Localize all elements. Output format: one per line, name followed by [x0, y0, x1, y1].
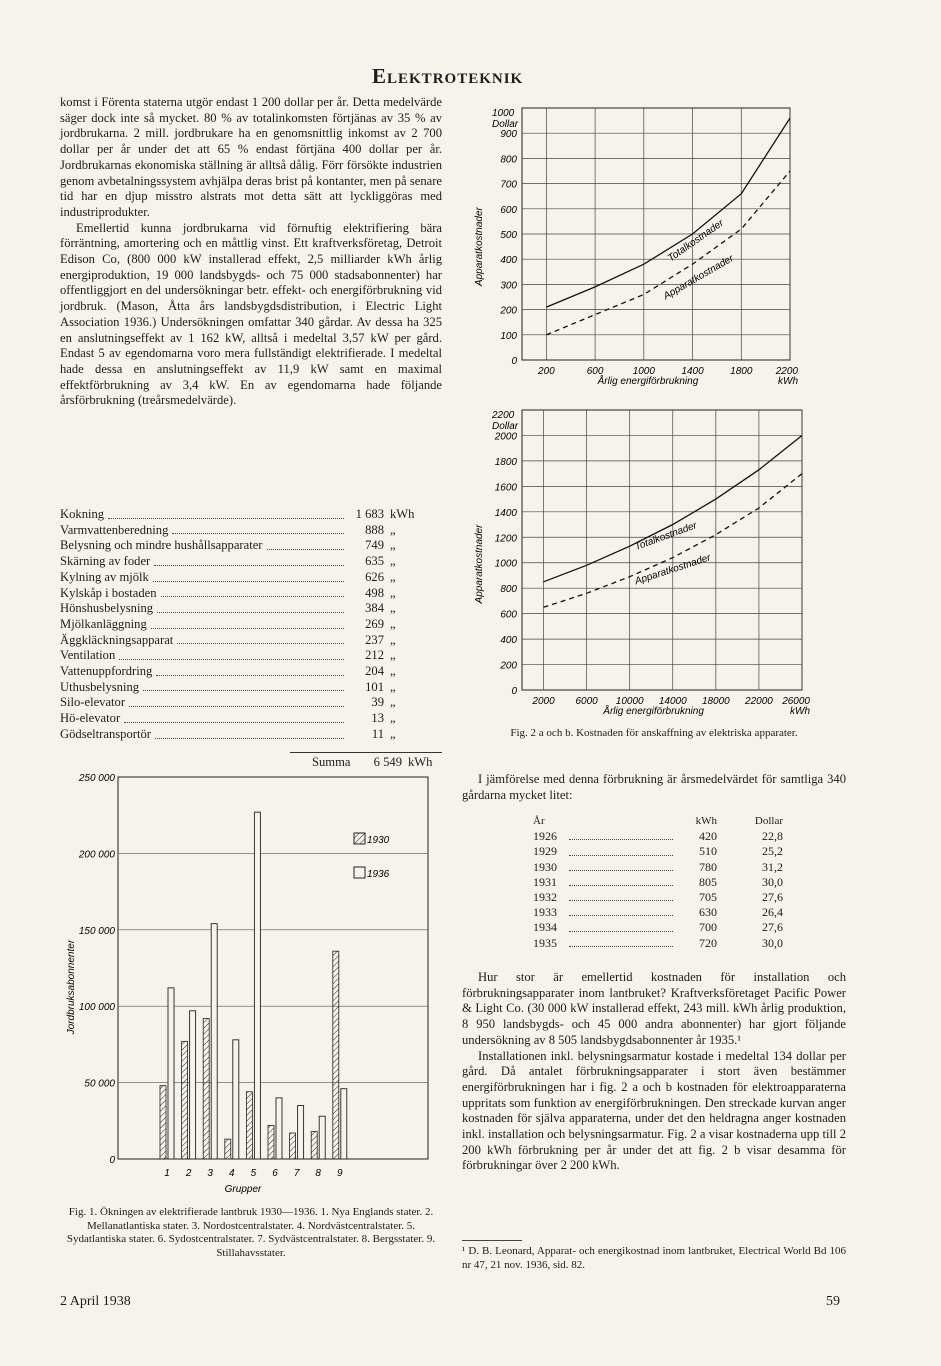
item-value: 384: [365, 601, 384, 616]
item-name: Skärning av foder: [60, 554, 151, 569]
item-name: Vattenuppfordring: [60, 664, 153, 679]
y-tick-label: 600: [500, 609, 517, 621]
fig1-bar-chart: [60, 770, 430, 1200]
table-row: [60, 648, 442, 664]
bar-1930: [203, 1018, 209, 1159]
x-unit-label: kWh: [778, 376, 798, 387]
y-tick-label: 600: [500, 204, 517, 216]
table-row: [60, 523, 442, 539]
y-tick-label: 800: [500, 584, 517, 596]
item-value: 212: [365, 648, 384, 663]
x-tick-label: 5: [250, 1168, 257, 1179]
y-tick-label: 250 000: [78, 773, 115, 784]
legend-label: 1936: [367, 869, 390, 880]
bar-1936: [254, 812, 260, 1159]
item-unit: „: [390, 601, 396, 616]
year-cell: 1931: [533, 874, 557, 889]
sum-unit: kWh: [408, 755, 433, 769]
x-tick-label: 14000: [658, 696, 687, 707]
item-name: Silo-elevator: [60, 695, 126, 710]
item-value: 635: [365, 554, 384, 569]
y-axis-label: Apparatkostnader: [474, 524, 485, 604]
col-header: År: [533, 815, 545, 827]
bar-1936: [190, 1011, 196, 1159]
page-title: Elektroteknik: [372, 64, 524, 88]
y-tick-label: 200: [500, 660, 517, 672]
series-line-total: [546, 118, 790, 307]
leader-dots: [153, 581, 344, 582]
x-tick-label: 2200: [775, 366, 798, 377]
col-header: kWh: [695, 815, 717, 827]
y-tick-label: 1400: [494, 507, 517, 519]
fig2b-line-chart: [462, 404, 822, 722]
table-row: [60, 680, 442, 696]
item-value: 11: [371, 726, 384, 741]
kwh-cell: 805: [699, 874, 717, 889]
item-unit: „: [390, 648, 396, 663]
sum-value: 6 549: [373, 755, 402, 769]
year-cell: 1930: [533, 859, 557, 874]
leader-dots: [172, 533, 344, 534]
year-cell: 1929: [533, 844, 557, 859]
item-value: 269: [365, 616, 384, 631]
y-tick-label: 2200: [492, 410, 515, 421]
x-tick-label: 22000: [745, 696, 773, 707]
leader-dots: [569, 946, 673, 947]
footnote-rule: [462, 1240, 522, 1241]
y-tick-label: 100 000: [78, 1002, 115, 1014]
table-row: [60, 664, 442, 680]
legend-swatch-1930: [354, 833, 365, 844]
bar-1930: [246, 1092, 252, 1159]
y-tick-label: 150 000: [78, 925, 115, 937]
y-tick-label: 400: [500, 255, 517, 267]
item-name: Kokning: [60, 507, 105, 521]
y-tick-label: 800: [500, 154, 517, 166]
paragraph: I jämförelse med denna förbrukning är årsmedelvärdet för samtliga 340 gårdarna mycket litet:: [462, 772, 846, 802]
series-label: Totalkostnader: [666, 217, 726, 265]
bar-1936: [341, 1089, 347, 1159]
table-row: [60, 633, 442, 649]
kwh-cell: 700: [699, 920, 717, 935]
item-unit: „: [390, 679, 396, 694]
bar-1936: [233, 1040, 239, 1159]
table-row: [533, 829, 783, 844]
legend-swatch-1936: [354, 867, 365, 878]
x-tick-label: 6: [272, 1168, 278, 1179]
fig2a-line-chart: [462, 100, 822, 400]
leader-dots: [569, 885, 673, 886]
leader-dots: [267, 549, 345, 550]
y-tick-label: 400: [500, 635, 517, 647]
item-name: Hönshusbelysning: [60, 601, 154, 616]
dollar-cell: 30,0: [762, 874, 783, 889]
year-cell: 1935: [533, 935, 557, 950]
y-tick-label: 300: [500, 280, 517, 292]
y-tick-label: 1000: [494, 558, 517, 570]
item-value: 888: [365, 522, 384, 537]
item-name: Äggkläckningsapparat: [60, 632, 174, 647]
y-tick-label: 2000: [494, 431, 517, 443]
item-unit: „: [390, 695, 396, 710]
sum-rule: [290, 752, 442, 753]
x-tick-label: 1400: [681, 366, 704, 377]
legend-label: 1930: [367, 835, 390, 846]
x-tick-label: 26000: [782, 696, 810, 707]
table-row: [60, 507, 442, 523]
item-name: Kylskåp i bostaden: [60, 585, 157, 600]
item-value: 237: [365, 632, 384, 647]
leader-dots: [156, 675, 344, 676]
y-axis-label: Apparatkostnader: [474, 207, 485, 287]
bar-1936: [211, 924, 217, 1159]
leader-dots: [154, 565, 344, 566]
x-tick-label: 6000: [575, 696, 598, 707]
table-row: [60, 570, 442, 586]
series-label: Apparatkostnader: [661, 253, 736, 303]
leader-dots: [155, 738, 344, 739]
bar-1930: [160, 1086, 166, 1159]
item-value: 626: [365, 569, 384, 584]
item-name: Mjölkanläggning: [60, 616, 147, 631]
item-unit: kWh: [390, 507, 415, 521]
leader-dots: [569, 915, 673, 916]
item-name: Uthusbelysning: [60, 679, 140, 694]
dollar-cell: 27,6: [762, 920, 783, 935]
kwh-cell: 705: [699, 890, 717, 905]
leader-dots: [143, 690, 344, 691]
leader-dots: [569, 931, 673, 932]
y-tick-label: 1600: [494, 482, 517, 494]
table-row: [60, 586, 442, 602]
right-column-intro: [462, 772, 846, 803]
fig1-caption: Fig. 1. Ökningen av elektrifierade lantbruk 1930—1936. 1. Nya Englands stater. 2. Mellanatlantiska stater. 3. Nordostcentralstater. 4. Nordvästcentralstater. 5. Sydatlantiska stater. 6. Sydostcentralstater. 7. Sydvästcentralstater. 8. Bergsstater. 9. Stillahavsstater.: [66, 1206, 436, 1259]
y-axis-label: Jordbruksabonnenter: [66, 939, 77, 1035]
item-value: 204: [365, 664, 384, 679]
year-cell: 1926: [533, 829, 557, 844]
item-name: Varmvattenberedning: [60, 522, 169, 537]
left-column-text: [60, 95, 442, 409]
table-header: [533, 814, 783, 829]
table-row: [60, 554, 442, 570]
y-tick-label: 200 000: [78, 849, 115, 861]
y-unit-label: Dollar: [492, 119, 519, 130]
table-row: [60, 538, 442, 554]
item-unit: „: [390, 711, 396, 726]
x-tick-label: 1800: [730, 366, 753, 377]
table-row: [60, 695, 442, 711]
item-value: 749: [365, 538, 384, 553]
dollar-cell: 27,6: [762, 890, 783, 905]
x-axis-label: Årlig energiförbrukning: [597, 376, 699, 387]
y-unit-label: Dollar: [492, 421, 519, 432]
year-cell: 1934: [533, 920, 557, 935]
year-cell: 1933: [533, 905, 557, 920]
leader-dots: [569, 870, 673, 871]
x-tick-label: 18000: [701, 696, 730, 707]
y-tick-label: 900: [500, 129, 517, 141]
x-tick-label: 600: [586, 366, 604, 377]
y-tick-label: 1200: [494, 533, 517, 545]
x-tick-label: 200: [538, 366, 555, 377]
y-tick-label: 200: [500, 305, 517, 317]
y-tick-label: 0: [511, 356, 517, 367]
item-unit: „: [390, 726, 396, 741]
dollar-cell: 26,4: [762, 905, 783, 920]
bar-1936: [276, 1098, 282, 1159]
series-label: Apparatkostnader: [633, 552, 713, 588]
x-unit-label: kWh: [790, 706, 810, 717]
series-label: Totalkostnader: [633, 520, 699, 553]
plot-frame: [522, 410, 802, 690]
leader-dots: [129, 706, 344, 707]
bar-1936: [298, 1106, 304, 1159]
paragraph: komst i Förenta staterna utgör endast 1 200 dollar per år. Detta medelvärde säger dock inte så mycket. 80 % av totalinkomsten förtjänas av 35 % av jordbrukarna. 2 mill. jordbrukare ha en genomsnittlig inkomst av 2 700 dollar per år under det att 65 % endast förtjäna 400 dollar per år. Jordbrukarnas ekonomiska ställning är alltså dålig. Förr försökte industrien genom avbetalningssystem avhjälpa deras brist på kontanter, men på senare tid har en djup misstro alstrats mot detta sätt att lyckliggöras med industriprodukter.: [60, 95, 442, 219]
footnote: ¹ D. B. Leonard, Apparat- och energikostnad inom lantbruket, Electrical World Bd 106 nr 47, 21 nov. 1936, sid. 82.: [462, 1245, 846, 1271]
x-tick-label: 10000: [615, 696, 644, 707]
col-header: Dollar: [754, 815, 783, 827]
x-tick-label: 9: [337, 1168, 343, 1179]
leader-dots: [177, 643, 344, 644]
y-tick-label: 50 000: [84, 1078, 115, 1090]
table-row: [533, 860, 783, 875]
kwh-cell: 510: [699, 844, 717, 859]
bar-1930: [182, 1041, 188, 1159]
y-tick-label: 1000: [492, 108, 515, 119]
kwh-cell: 420: [699, 829, 717, 844]
item-name: Gödseltransportör: [60, 726, 151, 741]
bar-1936: [319, 1116, 325, 1159]
x-axis-label: Grupper: [224, 1184, 262, 1195]
dollar-cell: 30,0: [762, 935, 783, 950]
item-value: 13: [371, 711, 384, 726]
y-tick-label: 500: [500, 230, 517, 241]
leader-dots: [151, 628, 344, 629]
dollar-cell: 22,8: [762, 829, 783, 844]
leader-dots: [161, 596, 344, 597]
x-tick-label: 1000: [632, 366, 655, 377]
table-row: [60, 617, 442, 633]
dollar-cell: 25,2: [762, 844, 783, 859]
table-row: [533, 890, 783, 905]
year-cell: 1932: [533, 890, 557, 905]
x-tick-label: 1: [164, 1168, 170, 1179]
item-value: 101: [365, 679, 384, 694]
x-tick-label: 2: [185, 1168, 192, 1179]
sum-label: Summa: [312, 755, 351, 769]
page-number: 59: [826, 1294, 840, 1309]
footer-date: 2 April 1938: [60, 1294, 131, 1309]
kwh-cell: 630: [699, 905, 717, 920]
kwh-cell: 720: [699, 935, 717, 950]
y-tick-label: 700: [500, 179, 517, 191]
item-unit: „: [390, 616, 396, 631]
paragraph: Emellertid kunna jordbrukarna vid förnuftig elektrifiering bära förräntning, amortering och en måttlig vinst. Ett kraftverksföretag, Detroit Edison Co, (800 000 kW installerad effekt, 2,5 milliarder kWh årlig energiproduktion, 19 000 landsbygds- och 75 000 stadsabonnenter) har offentliggjort en del undersökningar betr. effekt- och energiförbrukning vid jordbruk. (Mason, Åtta års landsbygdsdistribution, i Electric Light Association 1936.) Undersökningen omfattar 340 gårdar. Av dessa ha 325 en anslutningseffekt av 1 162 kW, alltså i medeltal 3,57 kW per gård. Endast 5 av egendomarna voro mera fullständigt elektrifierade. I medeltal hade dessa en anslutningseffekt av 11,9 kW samt en maximal effektförbrukning av 3,4 kW. En av egendomarna hade följande årsförbrukning (treårsmedelvärde).: [60, 220, 442, 408]
item-value: 1 683: [355, 507, 384, 521]
item-name: Ventilation: [60, 648, 116, 663]
table-row: [60, 727, 442, 743]
table-row: [533, 905, 783, 920]
bar-1936: [168, 988, 174, 1159]
item-unit: „: [390, 522, 396, 537]
bar-1930: [268, 1125, 274, 1159]
table-row: [60, 601, 442, 617]
bar-1930: [290, 1133, 296, 1159]
table-row: [533, 920, 783, 935]
item-value: 39: [371, 695, 384, 710]
item-unit: „: [390, 585, 396, 600]
x-tick-label: 4: [229, 1168, 235, 1179]
bar-1930: [333, 951, 339, 1159]
item-unit: „: [390, 538, 396, 553]
item-unit: „: [390, 632, 396, 647]
right-column-text: [462, 970, 846, 1174]
leader-dots: [569, 839, 673, 840]
item-unit: „: [390, 569, 396, 584]
table-row: [533, 844, 783, 859]
y-tick-label: 100: [500, 330, 517, 342]
leader-dots: [108, 518, 344, 519]
item-unit: „: [390, 664, 396, 679]
item-name: Kylning av mjölk: [60, 569, 149, 584]
table-row: [60, 711, 442, 727]
item-value: 498: [365, 585, 384, 600]
item-unit: „: [390, 554, 396, 569]
leader-dots: [569, 900, 673, 901]
dollar-cell: 31,2: [762, 859, 783, 874]
bar-1930: [225, 1139, 231, 1159]
y-tick-label: 0: [511, 686, 517, 697]
y-tick-label: 0: [109, 1155, 115, 1166]
x-tick-label: 7: [293, 1168, 300, 1179]
leader-dots: [569, 855, 673, 856]
paragraph: Hur stor är emellertid kostnaden för installation och förbrukningsapparater inom lantbruket? Kraftverksföretaget Pacific Power & Light Co. (30 000 kW installerad effekt, 243 mill. kWh årlig produktion, 8 950 landsbygds- och 45 000 andra abonnenter) har gjort följande undersökning av 8 505 landsbygdsabonnenter år 1935.¹: [462, 970, 846, 1047]
x-tick-label: 8: [315, 1168, 321, 1179]
leader-dots: [124, 722, 344, 723]
leader-dots: [119, 659, 344, 660]
consumption-table: [60, 507, 442, 743]
x-axis-label: Årlig energiförbrukning: [603, 706, 704, 717]
x-tick-label: 3: [207, 1168, 213, 1179]
paragraph: Installationen inkl. belysningsarmatur kostade i medeltal 134 dollar per gård. Då antalet förbrukningsapparater i stort även bestämmer energiförbrukningen har i fig. 2 a och b kostnaden för elektroapparaterna uppritats som funktion av energiförbrukningen. Den streckade kurvan anger kostnaden för själva apparaterna, under det den heldragna anger kostnaden inkl. installation och belysningsarmatur. Fig. 2 a visar kostnaderna upp till 2 200 kWh förbrukning per år under det att fig. 2 b visar desamma för förbrukningar över 2 200 kWh.: [462, 1048, 846, 1173]
x-tick-label: 2000: [532, 696, 555, 707]
table-row: [533, 875, 783, 890]
yearly-table: [533, 814, 783, 951]
fig2-caption: Fig. 2 a och b. Kostnaden för anskaffning av elektriska apparater.: [510, 727, 798, 739]
item-name: Belysning och mindre hushållsapparater: [60, 538, 263, 553]
leader-dots: [157, 612, 344, 613]
bar-1930: [311, 1131, 317, 1159]
kwh-cell: 780: [699, 859, 717, 874]
table-row: [533, 936, 783, 951]
item-name: Hö-elevator: [60, 711, 121, 726]
y-tick-label: 1800: [494, 456, 517, 468]
